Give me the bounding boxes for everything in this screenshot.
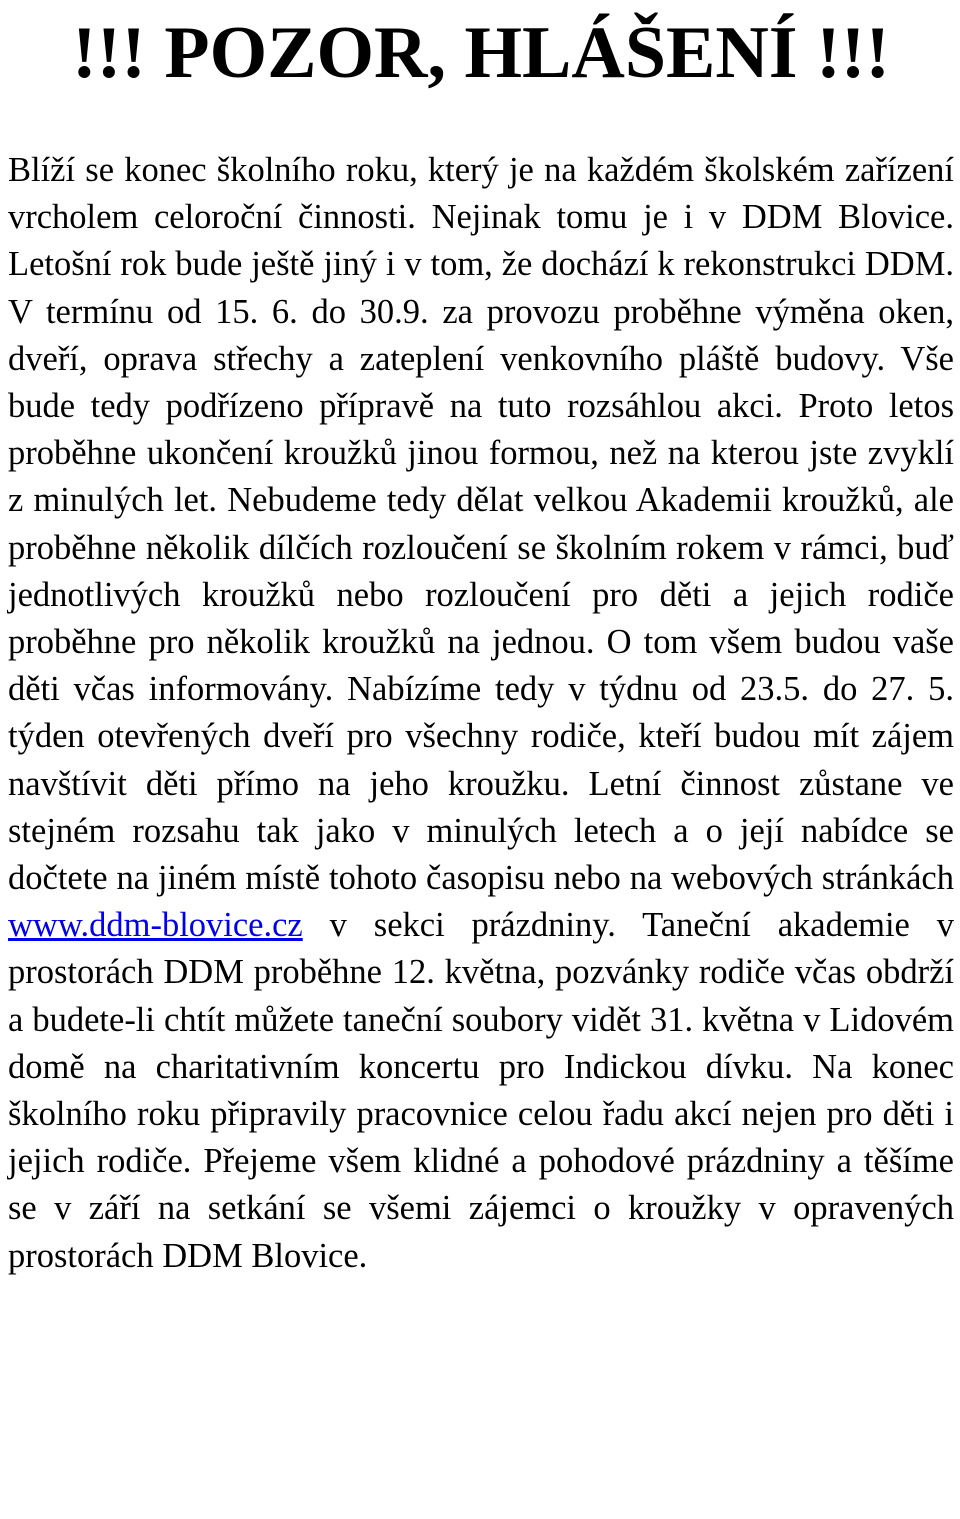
website-link[interactable]: www.ddm-blovice.cz (8, 906, 303, 945)
announcement-body (8, 147, 954, 1280)
body-text-before-link: Blíží se konec školního roku, který je na každém školském zařízení vrcholem celoroční činnosti. Nejinak tomu je i v DDM Blovice. Letošní rok bude ještě jiný i v tom, že dochází k rekonstrukci DDM. V termínu od 15. 6. do 30.9. za provozu proběhne výměna oken, dveří, oprava střechy a zateplení venkovního pláště budovy. Vše bude tedy podřízeno přípravě na tuto rozsáhlou akci. Proto letos proběhne ukončení kroužků jinou formou, než na kterou jste zvyklí z minulých let. Nebudeme tedy dělat velkou Akademii kroužků, ale proběhne několik dílčích rozloučení se školním rokem v rámci, buď jednotlivých kroužků nebo rozloučení pro děti a jejich rodiče proběhne pro několik kroužků na jednou. O tom všem budou vaše děti včas informovány. Nabízíme tedy v týdnu od 23.5. do 27. 5. týden otevřených dveří pro všechny rodiče, kteří budou mít zájem navštívit děti přímo na jeho kroužku. Letní činnost zůstane ve stejném rozsahu tak jako v minulých letech a o její nabídce se dočtete na jiném místě tohoto časopisu nebo na webových stránkách (8, 151, 954, 898)
announcement-title: !!! POZOR, HLÁŠENÍ !!! (71, 12, 891, 94)
body-text-after-link: v sekci prázdniny. Taneční akademie v prostorách DDM proběhne 12. května, pozvánky rodiče včas obdrží a budete-li chtít můžete taneční soubory vidět 31. května v Lidovém domě na charitativním koncertu pro Indickou dívku. Na konec školního roku připravily pracovnice celou řadu akcí nejen pro děti i jejich rodiče. Přejeme všem klidné a pohodové prázdniny a těšíme se v září na setkání se všemi zájemci o kroužky v opravených prostorách DDM Blovice. (8, 906, 954, 1275)
